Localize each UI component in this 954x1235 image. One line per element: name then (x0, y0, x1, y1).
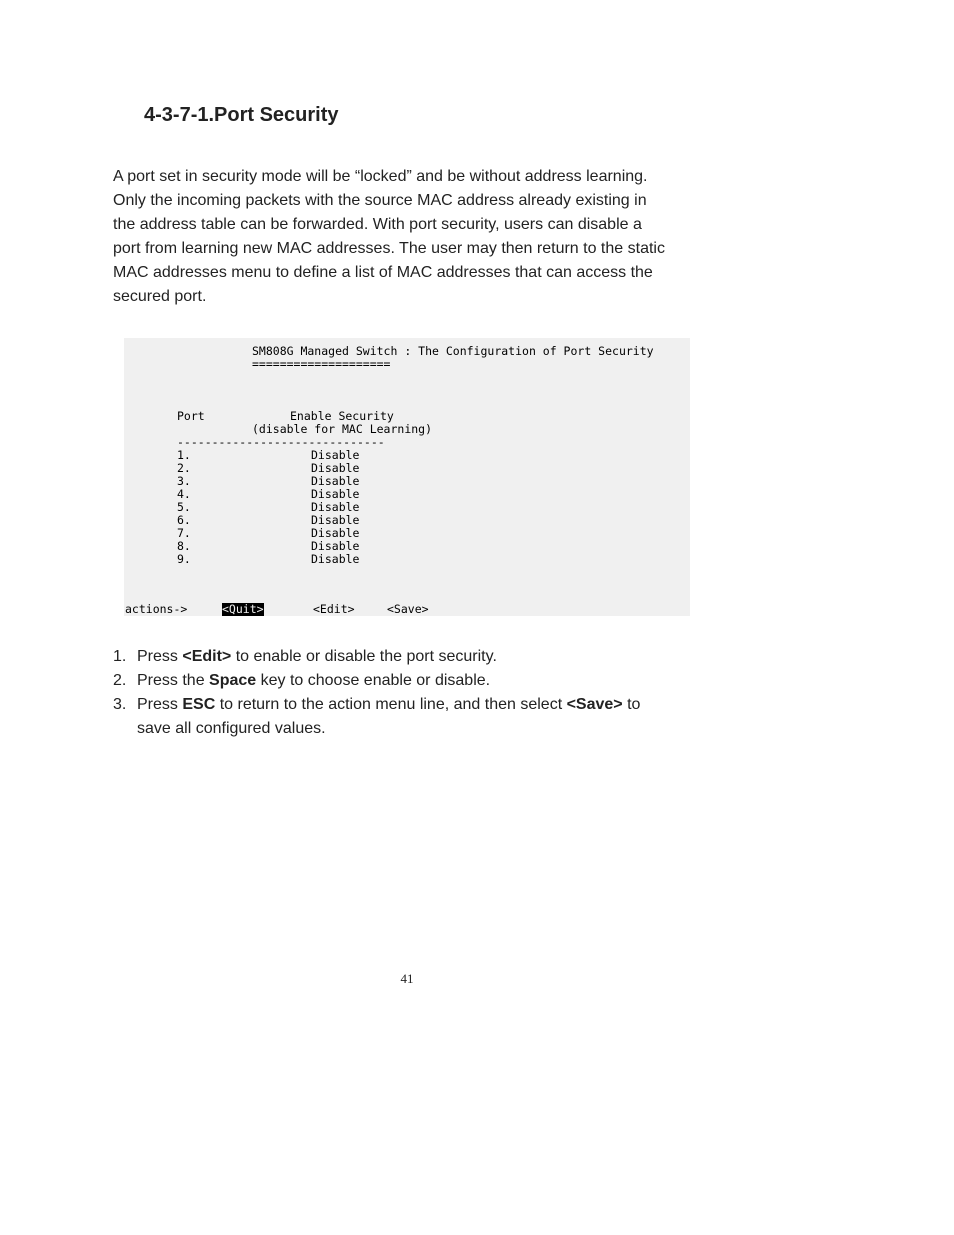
port-number: 9. (177, 552, 191, 566)
terminal-title-rule: ==================== (252, 357, 391, 371)
port-security-value[interactable]: Disable (311, 513, 360, 527)
step-number: 1. (113, 648, 127, 665)
port-security-value[interactable]: Disable (311, 552, 360, 566)
terminal-screenshot (124, 338, 690, 616)
section-heading: 4-3-7-1.Port Security (144, 104, 339, 126)
edit-action[interactable]: <Edit> (313, 602, 355, 616)
port-number: 4. (177, 487, 191, 501)
actions-label: actions-> (125, 602, 188, 616)
port-number: 5. (177, 500, 191, 514)
step-number: 3. (113, 696, 127, 713)
step-text: to enable or disable the port security. (231, 648, 497, 665)
step-text: to (622, 696, 641, 713)
step-text: to return to the action menu line, and then select (215, 696, 567, 713)
port-security-value[interactable]: Disable (311, 487, 360, 501)
instruction-steps (113, 645, 713, 741)
column-header-security: Enable Security (290, 409, 394, 423)
step-text: key to choose enable or disable. (256, 672, 491, 689)
port-number: 3. (177, 474, 191, 488)
column-separator: ------------------------------ (177, 435, 385, 449)
step-number: 2. (113, 672, 127, 689)
port-security-value[interactable]: Disable (311, 526, 360, 540)
page-number: 41 (400, 971, 414, 986)
save-action[interactable]: <Save> (387, 602, 429, 616)
step-text: Press (137, 648, 183, 665)
port-security-value[interactable]: Disable (311, 461, 360, 475)
intro-line: port from learning new MAC addresses. The user may then return to the static (113, 240, 665, 257)
intro-line: Only the incoming packets with the source MAC address already existing in (113, 192, 647, 209)
intro-line: secured port. (113, 288, 207, 305)
step-text: save all configured values. (137, 720, 326, 737)
port-number: 7. (177, 526, 191, 540)
step-key: Space (209, 672, 257, 689)
intro-line: the address table can be forwarded. With port security, users can disable a (113, 216, 642, 233)
terminal-title: SM808G Managed Switch : The Configuration of Port Security (252, 344, 654, 358)
intro-line: A port set in security mode will be “locked” and be without address learning. (113, 168, 648, 185)
step-key: <Save> (566, 696, 623, 713)
port-number: 8. (177, 539, 191, 553)
list-item (113, 669, 713, 693)
list-item (113, 645, 713, 669)
port-security-value[interactable]: Disable (311, 474, 360, 488)
port-security-value[interactable]: Disable (311, 448, 360, 462)
column-header-port: Port (177, 409, 205, 423)
step-key: <Edit> (182, 648, 232, 665)
port-security-value[interactable]: Disable (311, 539, 360, 553)
list-item (113, 693, 713, 741)
port-number: 2. (177, 461, 191, 475)
port-number: 1. (177, 448, 191, 462)
column-header-security-sub: (disable for MAC Learning) (252, 422, 433, 436)
intro-line: MAC addresses menu to define a list of MAC addresses that can access the (113, 264, 653, 281)
step-text: Press (137, 696, 183, 713)
port-security-value[interactable]: Disable (311, 500, 360, 514)
quit-action[interactable]: <Quit> (222, 602, 264, 616)
step-key: ESC (182, 696, 216, 713)
intro-paragraph (113, 165, 713, 309)
port-number: 6. (177, 513, 191, 527)
step-text: Press the (137, 672, 210, 689)
